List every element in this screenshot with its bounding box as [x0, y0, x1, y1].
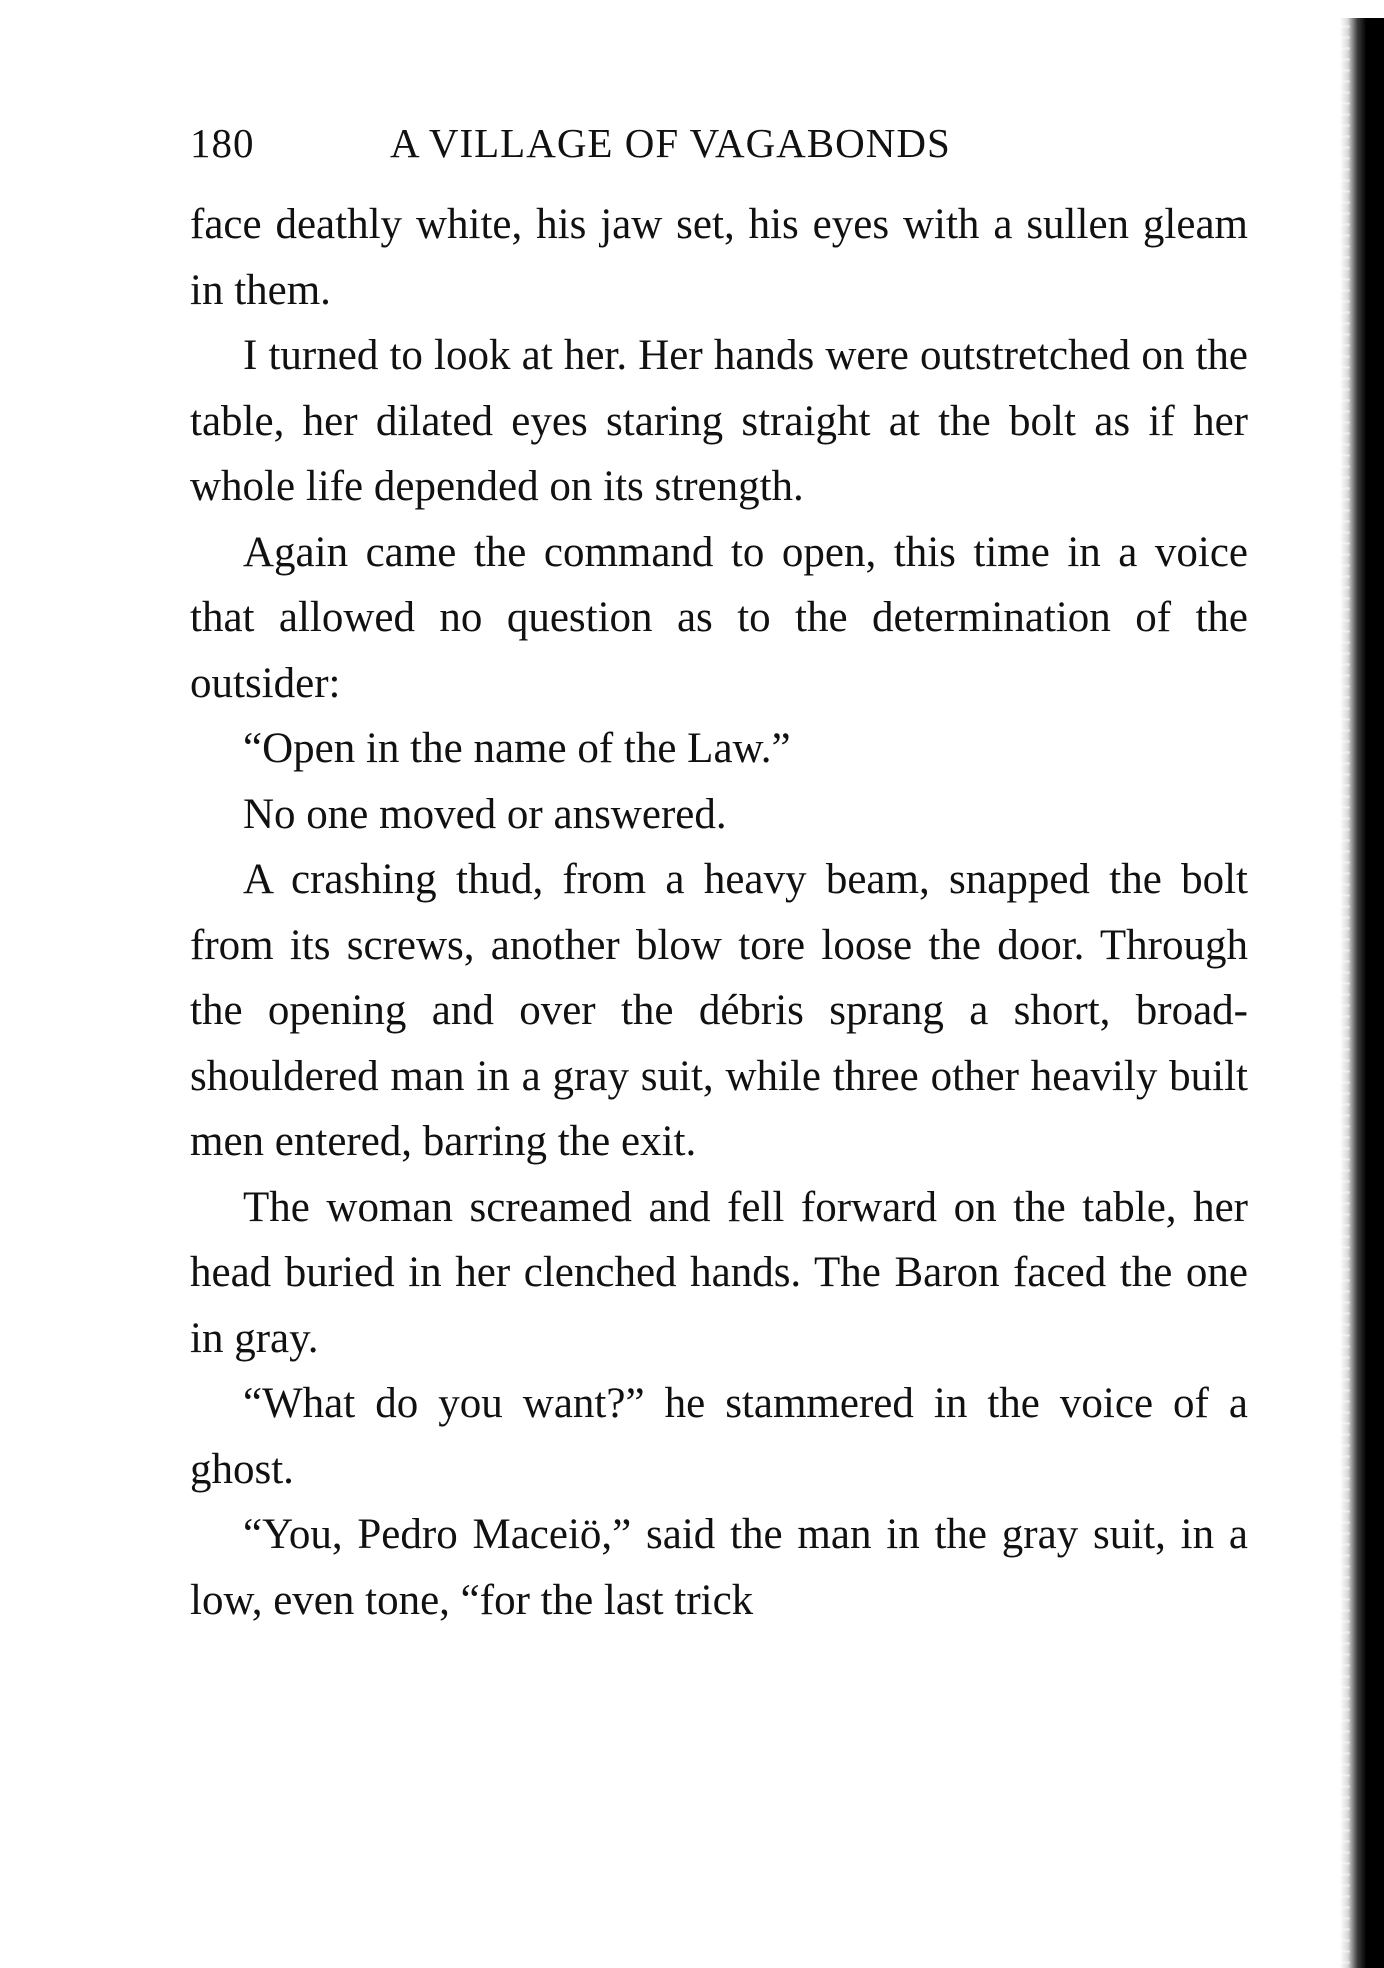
paragraph-dialogue: “What do you want?” he stammered in the voice of a ghost. [190, 1380, 1248, 1493]
page-number: 180 [190, 120, 255, 166]
running-title: A VILLAGE OF VAGABONDS [390, 120, 951, 166]
page-header [190, 118, 1250, 168]
paragraph: No one moved or answered. [243, 790, 727, 838]
body-text [190, 192, 1248, 1633]
paragraph: Again came the command to open, this time in a voice that allowed no question as to the determination of the outsider: [190, 528, 1248, 707]
paragraph-continued: face deathly white, his jaw set, his eyes with a sullen gleam in them. [190, 201, 1248, 314]
paragraph: I turned to look at her. Her hands were outstretched on the table, her dilated eyes staring straight at the bolt as if her whole life depended on its strength. [190, 332, 1248, 510]
paragraph: A crashing thud, from a heavy beam, snapped the bolt from its screws, another blow tore loose the door. Through the opening and over the débris sprang a short, broad-shouldered man in a gray suit, while three other heavily built men entered, barring the exit. [190, 856, 1248, 1165]
page-edge-texture [1338, 18, 1350, 1968]
paragraph: The woman screamed and fell forward on the table, her head buried in her clenched hands. The Baron faced the one in gray. [190, 1183, 1248, 1362]
paragraph-dialogue: “You, Pedro Maceiö,” said the man in the gray suit, in a low, even tone, “for the last trick [190, 1511, 1248, 1624]
paragraph-dialogue: “Open in the name of the Law.” [243, 725, 791, 772]
